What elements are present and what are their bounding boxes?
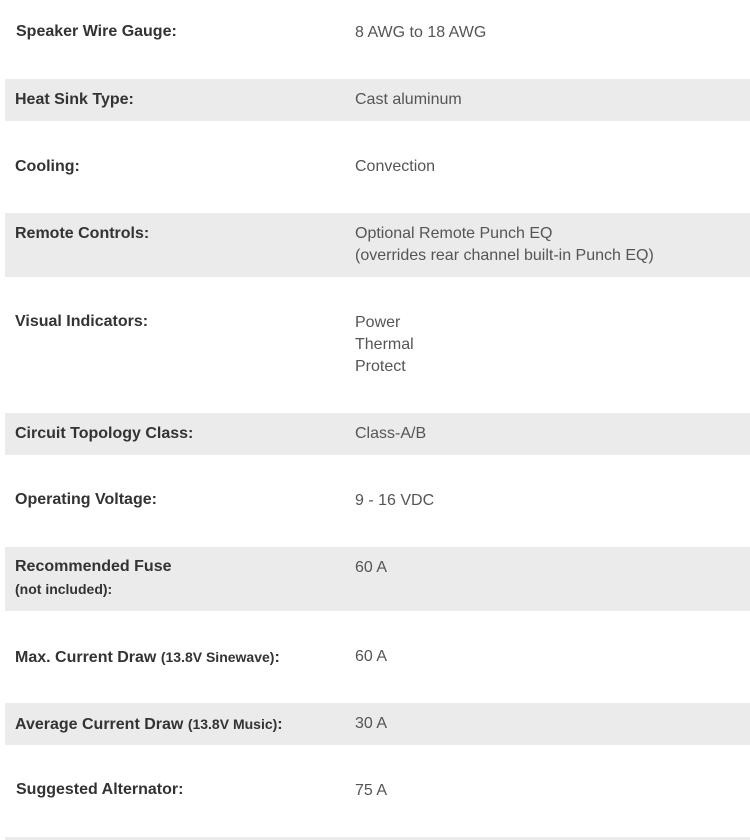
spec-value (355, 89, 462, 111)
spec-label (15, 646, 280, 669)
spec-value-line: Class-A/B (355, 425, 427, 442)
spec-label-note: (13.8V Music) (187, 716, 278, 732)
spec-value (355, 490, 434, 512)
spec-value (355, 156, 435, 178)
spec-label: Cooling: (15, 158, 80, 175)
spec-label: Circuit Topology Class: (15, 425, 194, 442)
spec-row (5, 547, 750, 611)
spec-label-main: Max. Current Draw (15, 649, 157, 666)
spec-label-note: (not included): (15, 581, 113, 597)
spec-value-line: Protect (355, 358, 406, 375)
spec-label: Operating Voltage: (15, 491, 157, 508)
spec-value-line: Thermal (355, 336, 414, 353)
spec-row (5, 745, 750, 837)
spec-row (5, 455, 750, 547)
spec-row (5, 0, 750, 79)
spec-value (355, 22, 486, 44)
spec-value (355, 557, 387, 579)
spec-label: Heat Sink Type: (15, 91, 134, 108)
spec-value-line: 30 A (355, 715, 388, 732)
spec-value-line: Convection (355, 158, 436, 175)
spec-label-main: Recommended Fuse (15, 558, 172, 575)
spec-value-line: Cast aluminum (355, 91, 462, 108)
spec-value (355, 223, 654, 267)
spec-label: Remote Controls: (15, 225, 150, 242)
spec-value-line: 60 A (355, 648, 388, 665)
spec-row (5, 213, 750, 277)
spec-value-line: (overrides rear channel built-in Punch EQ) (355, 247, 654, 264)
spec-value-line: 8 AWG to 18 AWG (355, 24, 487, 41)
spec-row (5, 79, 750, 121)
spec-label (15, 556, 171, 601)
spec-label-suffix: : (274, 649, 280, 666)
spec-value-line: 75 A (355, 782, 388, 799)
spec-label-suffix: : (277, 716, 283, 733)
spec-label-note: (13.8V Sinewave) (160, 649, 275, 665)
spec-label: Visual Indicators: (15, 313, 149, 330)
spec-value-line: 9 - 16 VDC (355, 492, 435, 509)
spec-value-line: 60 A (355, 559, 388, 576)
spec-label: Speaker Wire Gauge: (16, 23, 177, 40)
spec-row (5, 277, 750, 413)
spec-value-line: Optional Remote Punch EQ (355, 225, 553, 242)
spec-row (5, 611, 750, 703)
spec-label (15, 713, 283, 736)
spec-value (355, 713, 387, 735)
spec-row (5, 413, 750, 455)
spec-row (5, 121, 750, 213)
spec-value (355, 780, 387, 802)
spec-label-main: Average Current Draw (15, 716, 184, 733)
spec-value (355, 423, 426, 445)
spec-label: Suggested Alternator: (16, 781, 184, 798)
spec-value (355, 312, 414, 378)
spec-value-line: Power (355, 314, 401, 331)
spec-value (355, 646, 387, 668)
spec-row (5, 703, 750, 745)
